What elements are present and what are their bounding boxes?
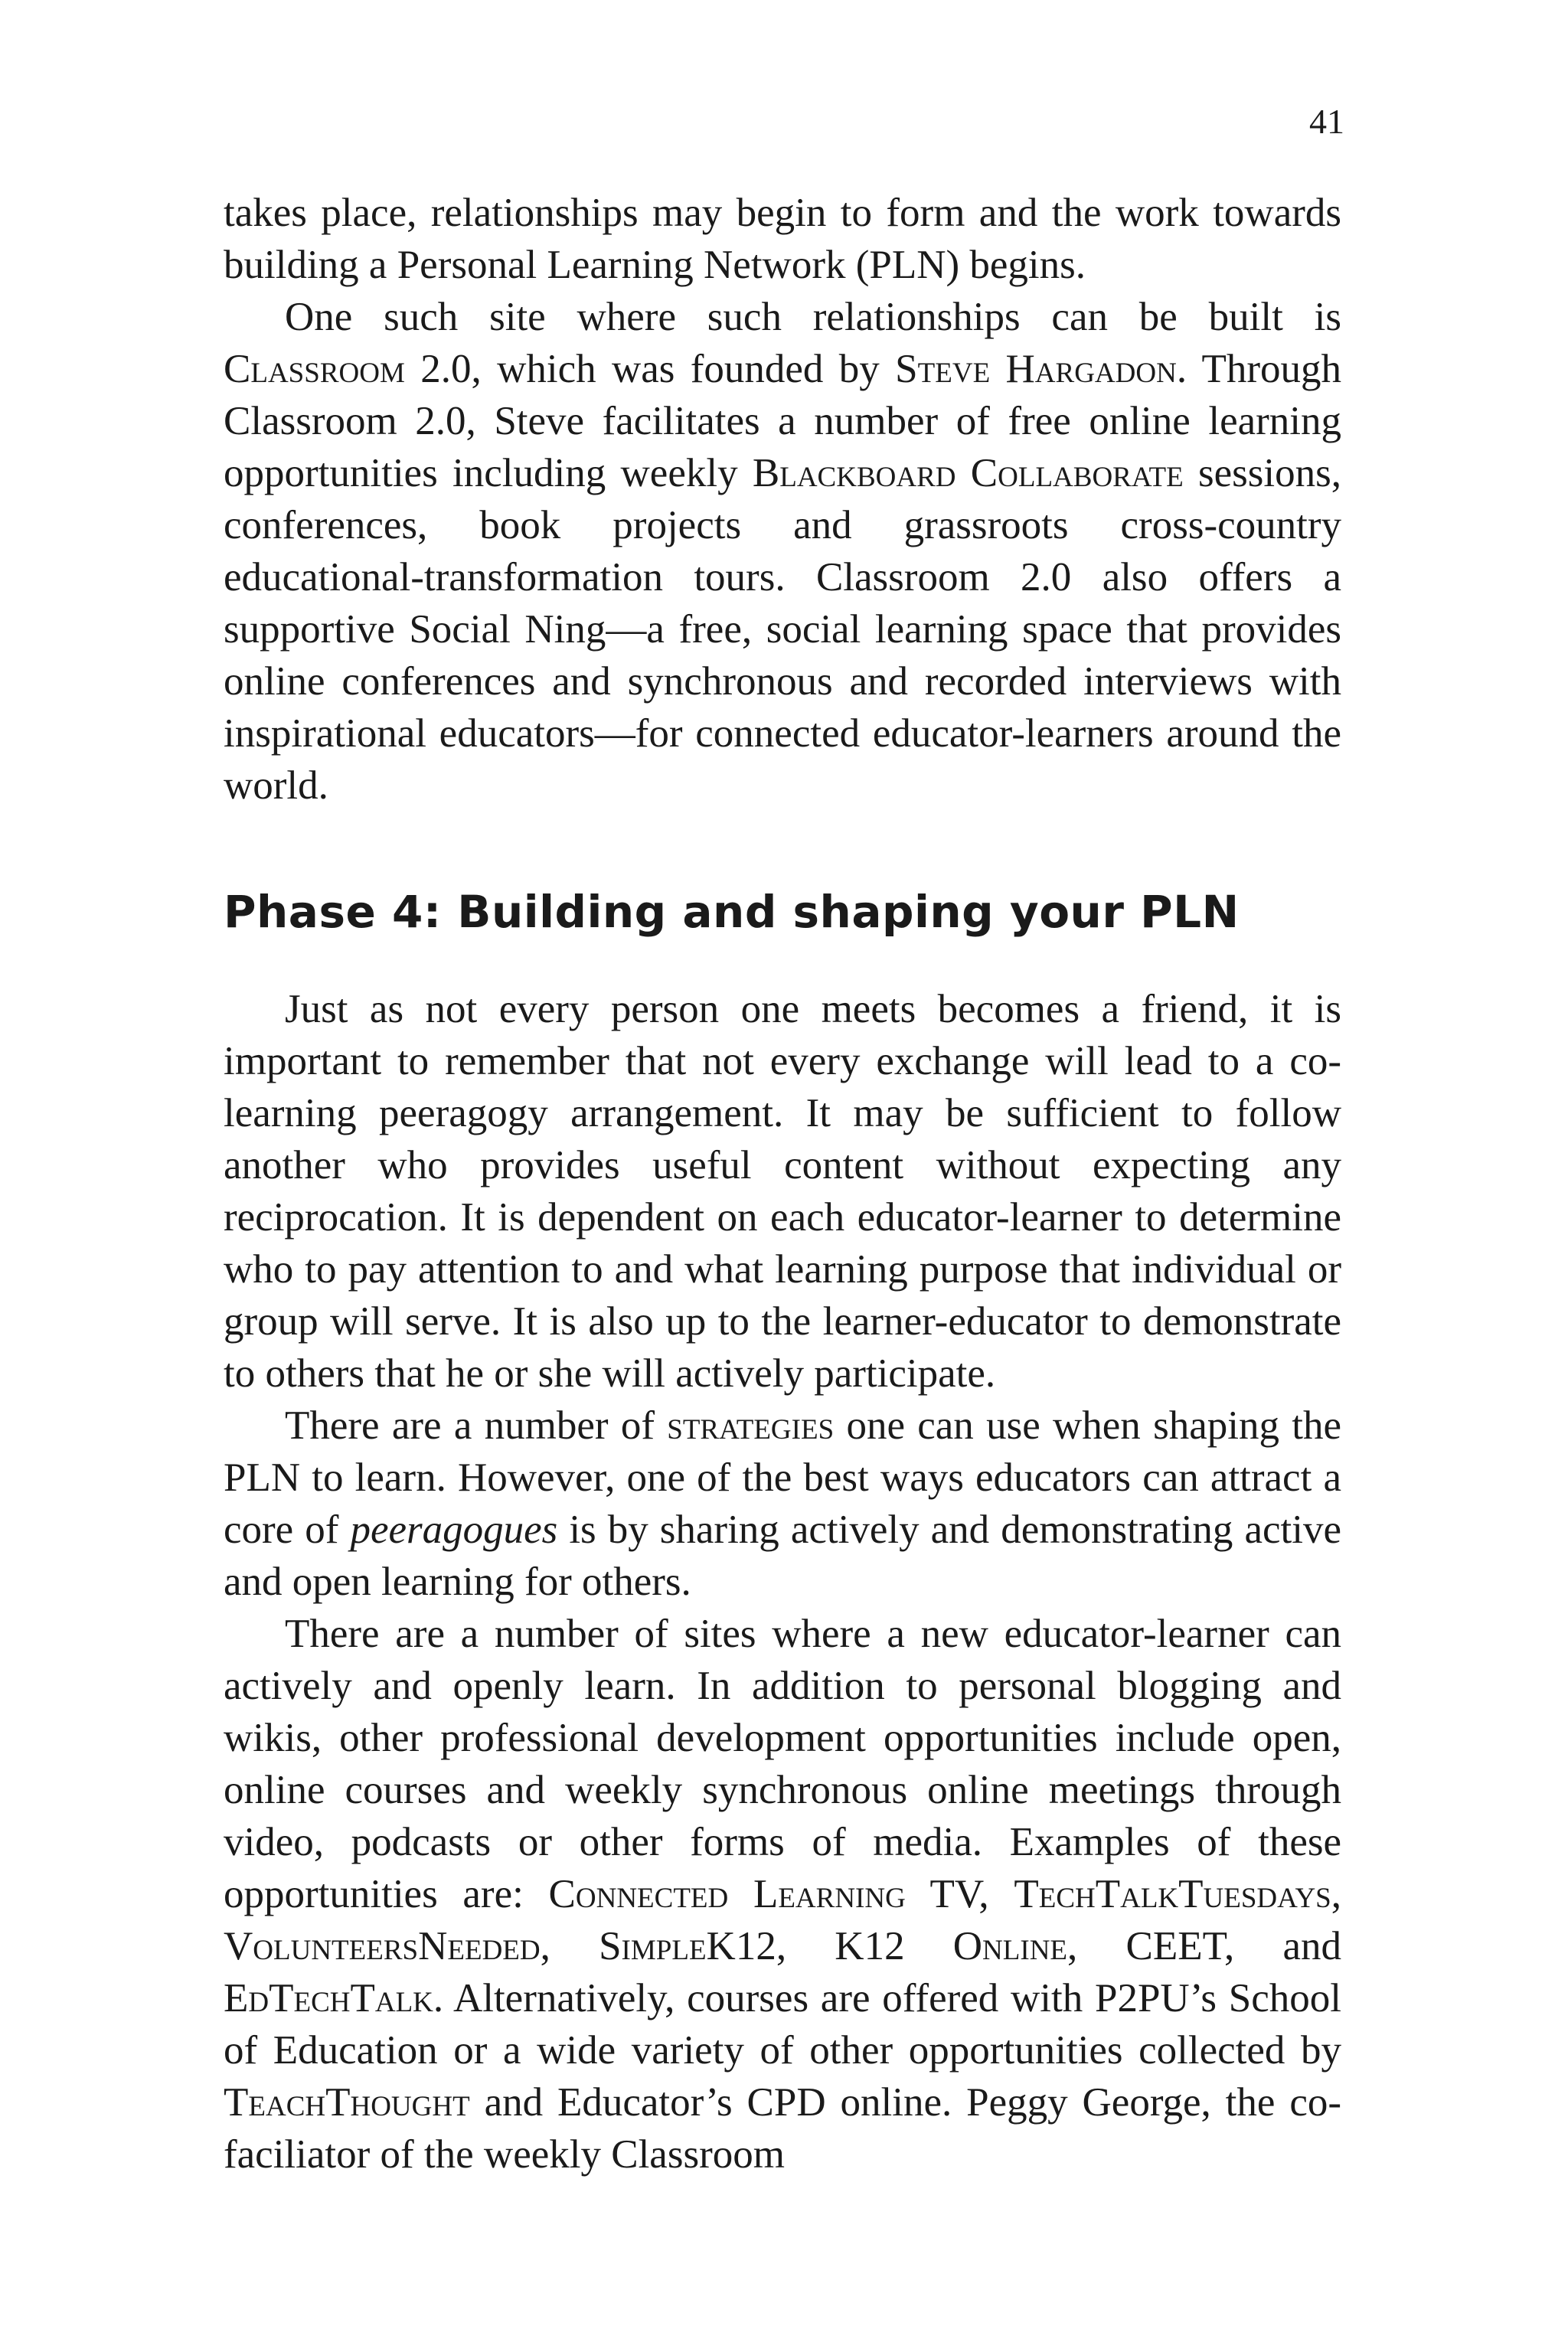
page-number: 41: [1309, 102, 1344, 141]
text-run: , K12: [776, 1924, 953, 1968]
text-run: ,: [540, 1924, 599, 1968]
text-run: There are a number of sites where a new educator-learner can actively and openly learn. In addition to personal blogging and wikis, other professional development opportunities include open, online courses and weekly synchronous online meetings through video, podcasts or other forms of media. Examples of these opportunities are:: [224, 1612, 1341, 1916]
text-run: . Through Classroom 2.0, Steve facilitates a number of free online learning opportunities including weekly: [224, 347, 1341, 495]
paragraph-exchange: Just as not every person one meets becomes a friend, it is important to remember that not every exchange will lead to a co-learning peeragogy arrangement. It may be sufficient to follow another who provides useful content without expecting any reciprocation. It is dependent on each educator-learner to determine who to pay attention to and what learning purpose that individual or group will serve. It is also up to the learner-educator to demonstrate to others that he or she will actively participate.: [224, 987, 1341, 1396]
section-title: Phase 4: Building and shaping your PLN: [224, 886, 1240, 938]
emphasis-peeragogues: peeragogues: [350, 1508, 558, 1552]
paragraph-sites: [224, 1608, 1341, 2180]
text-run: TV,: [905, 1872, 1014, 1916]
paragraph-classroom-2-0: [224, 291, 1341, 812]
link-techtalktuesdays[interactable]: TechTalkTuesdays: [1014, 1872, 1331, 1916]
link-classroom[interactable]: Classroom: [224, 347, 405, 391]
text-run: is by sharing actively and demonstrating active and open learning for others.: [224, 1508, 1341, 1604]
link-simplek12[interactable]: SimpleK12: [599, 1924, 776, 1968]
paragraph-strategies: [224, 1400, 1341, 1608]
paragraph-continuation: takes place, relationships may begin to form and the work towards building a Personal Learning Network (PLN) begins.: [224, 191, 1341, 287]
text-run: ,: [1331, 1872, 1341, 1916]
link-volunteersneeded[interactable]: VolunteersNeeded: [224, 1924, 541, 1968]
text-run: , CEET, and: [1067, 1924, 1341, 1968]
link-blackboard-collaborate[interactable]: Blackboard Collaborate: [752, 451, 1184, 495]
link-teachthought[interactable]: TeachThought: [224, 2080, 470, 2125]
text-run: 2.0, which was founded by: [404, 347, 896, 391]
text-run: . Alternatively, courses are offered with P2PU’s School of Education or a wide variety of other opportunities collected by: [224, 1976, 1341, 2073]
link-edtechtalk[interactable]: EdTechTalk: [224, 1976, 433, 2020]
text-run: There are a number of: [285, 1403, 668, 1448]
link-strategies[interactable]: strategies: [667, 1403, 835, 1448]
text-run: sessions, conferences, book projects and grassroots cross-country educational-transformation tours. Classroom 2.0 also offers a supportive Social Ning—a free, social learning space that provides online conferences and synchronous and recorded interviews with inspirational educators—for connected educator-learners around the world.: [224, 451, 1341, 808]
page-body: [224, 187, 1341, 2180]
link-k12-online[interactable]: Online: [952, 1924, 1068, 1968]
link-connected-learning[interactable]: Connected Learning: [548, 1872, 906, 1916]
text-run: One such site where such relationships can be built is: [285, 295, 1341, 339]
text-run: one can use when shaping the PLN to learn. However, one of the best ways educators can attract a core of: [224, 1403, 1341, 1552]
link-steve-hargadon[interactable]: Steve Hargadon: [895, 347, 1177, 391]
text-run: and Educator’s CPD online. Peggy George, the co-faciliator of the weekly Classroom: [224, 2080, 1341, 2177]
